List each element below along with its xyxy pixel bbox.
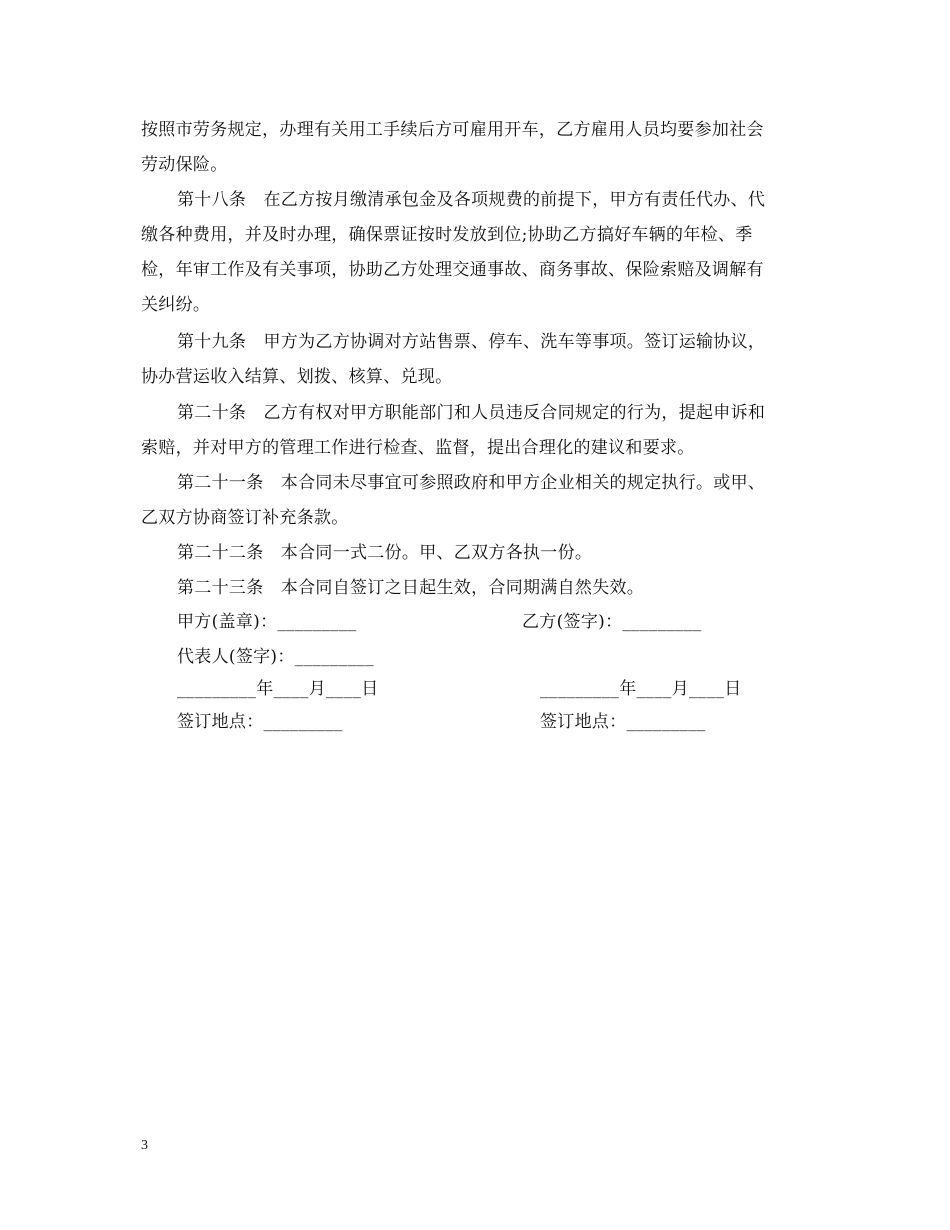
- signing-place-left: 签订地点：_________: [177, 712, 343, 732]
- representative-sign-field: 代表人(签字)：_________: [177, 647, 374, 667]
- article-19-line: 第十九条 甲方为乙方协调对方站售票、停车、洗车等事项。签订运输协议，: [177, 332, 766, 352]
- paragraph-line: 缴各种费用，并及时办理，确保票证按时发放到位;协助乙方搞好车辆的年检、季: [141, 225, 753, 245]
- page-number: 3: [141, 1138, 148, 1153]
- paragraph-line: 检，年审工作及有关事项，协助乙方处理交通事故、商务事故、保险索赔及调解有: [141, 260, 764, 280]
- article-21-line: 第二十一条 本合同未尽事宜可参照政府和甲方企业相关的规定执行。或甲、: [177, 473, 766, 493]
- party-b-sign-field: 乙方(签字)：_________: [522, 612, 702, 632]
- date-field-right: _________年____月____日: [540, 679, 742, 699]
- paragraph-line: 劳动保险。: [141, 155, 228, 175]
- article-22-line: 第二十二条 本合同一式二份。甲、乙双方各执一份。: [177, 543, 593, 563]
- article-20-line: 第二十条 乙方有权对甲方职能部门和人员违反合同规定的行为，提起申诉和: [177, 403, 766, 423]
- article-23-line: 第二十三条 本合同自签订之日起生效，合同期满自然失效。: [177, 578, 645, 598]
- paragraph-line: 关纠纷。: [141, 295, 211, 315]
- paragraph-line: 乙双方协商签订补充条款。: [141, 508, 349, 528]
- paragraph-line: 协办营运收入结算、划拨、核算、兑现。: [141, 367, 453, 387]
- paragraph-line: 索赔，并对甲方的管理工作进行检查、监督，提出合理化的建议和要求。: [141, 438, 695, 458]
- paragraph-line: 按照市劳务规定，办理有关用工手续后方可雇用开车，乙方雇用人员均要参加社会: [141, 120, 764, 140]
- signing-place-right: 签订地点：_________: [540, 712, 706, 732]
- date-field-left: _________年____月____日: [177, 679, 379, 699]
- article-18-line: 第十八条 在乙方按月缴清承包金及各项规费的前提下，甲方有责任代办、代: [177, 190, 766, 210]
- party-a-seal-field: 甲方(盖章)：_________: [177, 612, 357, 632]
